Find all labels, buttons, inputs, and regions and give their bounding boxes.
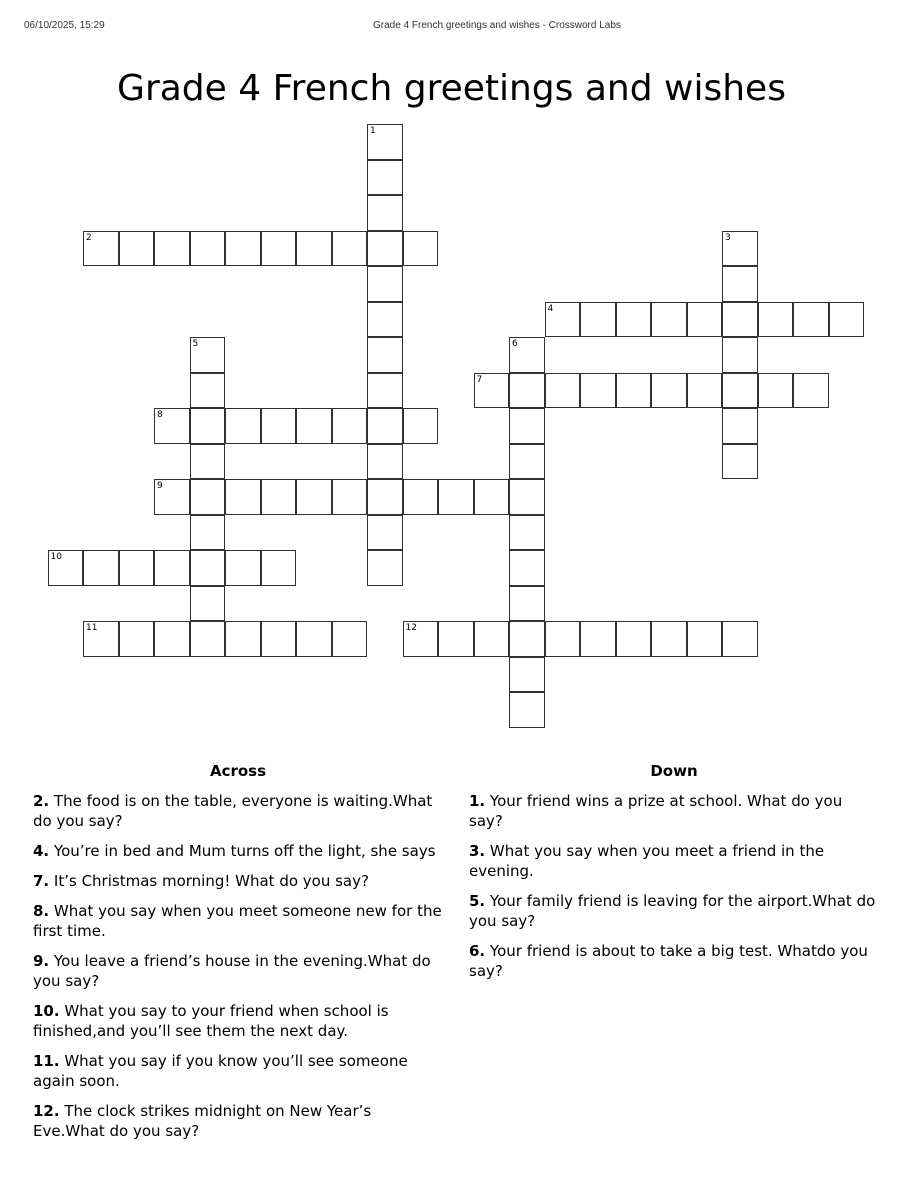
grid-cell[interactable] (509, 550, 545, 586)
grid-cell[interactable] (367, 550, 403, 586)
cell-number: 8 (157, 410, 163, 420)
grid-cell[interactable] (474, 373, 510, 409)
cell-number: 2 (86, 232, 92, 243)
grid-cell[interactable] (225, 231, 261, 267)
grid-cell[interactable] (793, 302, 829, 338)
clue-number: 2. (33, 792, 50, 810)
across-clue-list (33, 791, 443, 1141)
grid-cell[interactable] (367, 302, 403, 338)
down-heading: Down (650, 762, 698, 780)
across-clue (33, 951, 443, 991)
grid-cell[interactable] (190, 479, 226, 515)
grid-cell[interactable] (332, 621, 368, 657)
grid-cell[interactable] (509, 621, 545, 657)
grid-cell[interactable] (190, 408, 226, 444)
grid-cell[interactable] (190, 550, 226, 586)
cell-number: 11 (86, 623, 98, 633)
grid-cell[interactable] (580, 373, 616, 409)
grid-cell[interactable] (367, 266, 403, 302)
clue-number: 12. (33, 1102, 60, 1120)
grid-cell[interactable] (83, 231, 119, 267)
grid-cell[interactable] (119, 231, 155, 267)
grid-cell[interactable] (545, 621, 581, 657)
grid-cell[interactable] (119, 621, 155, 657)
clue-text: The clock strikes midnight on New Year’s Eve.What do you say? (33, 1102, 372, 1140)
clue-text: Your friend wins a prize at school. What do you say? (469, 792, 843, 830)
clue-number: 3. (469, 842, 486, 860)
grid-cell[interactable] (545, 373, 581, 409)
clue-number: 10. (33, 1002, 60, 1020)
grid-cell[interactable] (367, 408, 403, 444)
clue-number: 1. (469, 792, 486, 810)
grid-cell[interactable] (367, 479, 403, 515)
grid-cell[interactable] (367, 195, 403, 231)
grid-cell[interactable] (154, 550, 190, 586)
puzzle-title: Grade 4 French greetings and wishes (117, 68, 786, 110)
grid-cell[interactable] (154, 408, 190, 444)
across-clue (33, 901, 443, 941)
across-clue (33, 1051, 443, 1091)
clue-text: You’re in bed and Mum turns off the light, she says (49, 842, 436, 860)
grid-cell[interactable] (367, 337, 403, 373)
across-heading: Across (209, 762, 267, 780)
grid-cell[interactable] (83, 621, 119, 657)
down-clue (469, 941, 879, 981)
grid-cell[interactable] (48, 550, 84, 586)
grid-cell[interactable] (367, 160, 403, 196)
grid-cell[interactable] (225, 550, 261, 586)
grid-cell[interactable] (722, 373, 758, 409)
grid-cell[interactable] (722, 337, 758, 373)
grid-cell[interactable] (722, 408, 758, 444)
across-clue (33, 1101, 443, 1141)
across-clue (33, 871, 443, 891)
grid-cell[interactable] (651, 302, 687, 338)
grid-cell[interactable] (474, 621, 510, 657)
grid-cell[interactable] (616, 621, 652, 657)
down-clue (469, 841, 879, 881)
clue-text: It’s Christmas morning! What do you say? (49, 872, 369, 890)
grid-cell[interactable] (367, 444, 403, 480)
clue-number: 11. (33, 1052, 60, 1070)
grid-cell[interactable] (403, 621, 439, 657)
grid-cell[interactable] (83, 550, 119, 586)
cell-number: 4 (547, 303, 554, 314)
grid-cell[interactable] (509, 337, 545, 373)
grid-cell[interactable] (722, 231, 758, 267)
grid-cell[interactable] (119, 550, 155, 586)
grid-cell[interactable] (154, 479, 190, 515)
grid-cell[interactable] (509, 657, 545, 693)
grid-cell[interactable] (722, 302, 758, 338)
clue-number: 4. (33, 842, 50, 860)
grid-cell[interactable] (190, 621, 226, 657)
grid-cell[interactable] (154, 621, 190, 657)
grid-cell[interactable] (616, 302, 652, 338)
clue-text: What you say when you meet a friend in the evening. (469, 842, 825, 880)
cell-number: 6 (512, 339, 518, 349)
grid-cell[interactable] (509, 373, 545, 409)
clue-number: 8. (33, 902, 50, 920)
grid-cell[interactable] (367, 515, 403, 551)
grid-cell[interactable] (580, 302, 616, 338)
grid-cell[interactable] (261, 621, 297, 657)
grid-cell[interactable] (616, 373, 652, 409)
grid-cell[interactable] (225, 408, 261, 444)
across-clue (33, 841, 443, 861)
grid-cell[interactable] (545, 302, 581, 338)
cell-number: 12 (405, 623, 417, 633)
cell-number: 9 (157, 481, 163, 491)
down-clue-list (469, 791, 879, 981)
grid-cell[interactable] (509, 408, 545, 444)
across-clues (33, 762, 443, 1151)
grid-cell[interactable] (651, 621, 687, 657)
down-clue (469, 791, 879, 831)
cell-number: 10 (50, 552, 62, 562)
across-clue (33, 791, 443, 831)
grid-cell[interactable] (651, 373, 687, 409)
print-header-timestamp: 06/10/2025, 15:29 (24, 20, 105, 31)
clue-number: 5. (469, 892, 486, 910)
grid-cell[interactable] (190, 586, 226, 622)
clue-number: 7. (33, 872, 50, 890)
grid-cell[interactable] (509, 586, 545, 622)
grid-cell[interactable] (190, 231, 226, 267)
grid-cell[interactable] (793, 373, 829, 409)
clue-text: What you say when you meet someone new for the first time. (33, 902, 442, 940)
grid-cell[interactable] (509, 479, 545, 515)
grid-cell[interactable] (403, 479, 439, 515)
cell-number: 3 (725, 232, 731, 243)
cell-number: 7 (476, 374, 483, 385)
grid-cell[interactable] (509, 692, 545, 728)
grid-cell[interactable] (261, 479, 297, 515)
grid-cell[interactable] (261, 550, 297, 586)
grid-cell[interactable] (367, 124, 403, 160)
grid-cell[interactable] (332, 408, 368, 444)
cell-number: 5 (192, 339, 199, 349)
grid-cell[interactable] (190, 373, 226, 409)
grid-cell[interactable] (829, 302, 865, 338)
clue-number: 9. (33, 952, 50, 970)
grid-cell[interactable] (367, 373, 403, 409)
grid-cell[interactable] (332, 479, 368, 515)
clue-text: The food is on the table, everyone is waiting.What do you say? (33, 792, 433, 830)
grid-cell[interactable] (509, 515, 545, 551)
grid-cell[interactable] (296, 479, 332, 515)
grid-cell[interactable] (296, 231, 332, 267)
grid-cell[interactable] (225, 479, 261, 515)
grid-cell[interactable] (687, 302, 723, 338)
clue-number: 6. (469, 942, 486, 960)
grid-cell[interactable] (296, 408, 332, 444)
grid-cell[interactable] (403, 408, 439, 444)
grid-cell[interactable] (190, 337, 226, 373)
grid-cell[interactable] (687, 373, 723, 409)
grid-cell[interactable] (190, 444, 226, 480)
clue-text: What you say to your friend when school is finished,and you’ll see them the next day. (33, 1002, 389, 1040)
grid-cell[interactable] (261, 231, 297, 267)
cell-number: 1 (370, 126, 376, 136)
grid-cell[interactable] (509, 444, 545, 480)
grid-cell[interactable] (758, 302, 794, 338)
down-clue (469, 891, 879, 931)
grid-cell[interactable] (190, 515, 226, 551)
grid-cell[interactable] (474, 479, 510, 515)
clue-text: What you say if you know you’ll see someone again soon. (33, 1052, 408, 1090)
grid-cell[interactable] (296, 621, 332, 657)
grid-cell[interactable] (367, 231, 403, 267)
clue-text: Your family friend is leaving for the airport.What do you say? (469, 892, 876, 930)
across-clue (33, 1001, 443, 1041)
grid-cell[interactable] (722, 621, 758, 657)
grid-cell[interactable] (580, 621, 616, 657)
print-header-title: Grade 4 French greetings and wishes - Crossword Labs (373, 20, 621, 31)
grid-cell[interactable] (154, 231, 190, 267)
clue-text: You leave a friend’s house in the evening.What do you say? (33, 952, 431, 990)
grid-cell[interactable] (722, 266, 758, 302)
clue-text: Your friend is about to take a big test. Whatdo you say? (469, 942, 868, 980)
grid-cell[interactable] (687, 621, 723, 657)
grid-cell[interactable] (438, 479, 474, 515)
grid-cell[interactable] (403, 231, 439, 267)
grid-cell[interactable] (438, 621, 474, 657)
grid-cell[interactable] (722, 444, 758, 480)
grid-cell[interactable] (332, 231, 368, 267)
down-clues (469, 762, 879, 991)
grid-cell[interactable] (261, 408, 297, 444)
grid-cell[interactable] (758, 373, 794, 409)
grid-cell[interactable] (225, 621, 261, 657)
